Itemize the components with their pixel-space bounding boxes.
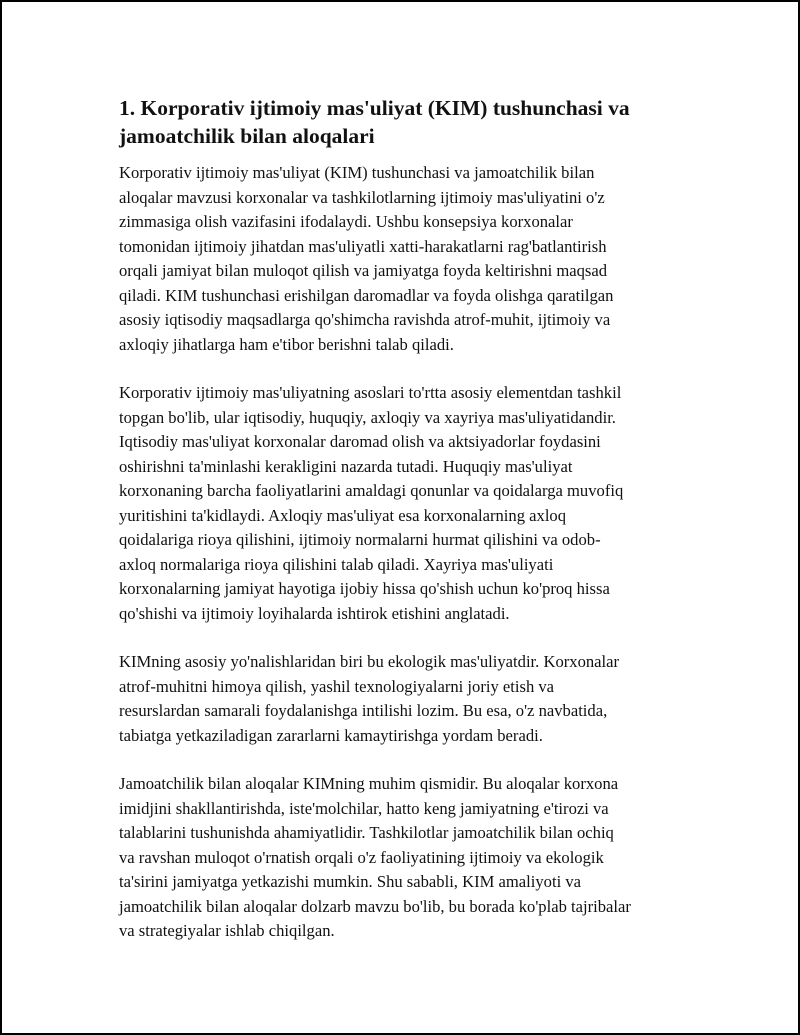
text-line: axloqiy jihatlarga ham e'tibor berishni talab qiladi. <box>119 334 454 354</box>
text-line: Jamoatchilik bilan aloqalar KIMning muhim qismidir. Bu aloqalar korxona <box>119 774 619 793</box>
paragraph-ecological-responsibility <box>119 650 694 748</box>
text-line: yuritishini ta'kidlaydi. Axloqiy mas'uliyat esa korxonalarning axloq <box>119 505 567 525</box>
text-line: Korporativ ijtimoiy mas'uliyat (KIM) tushunchasi va jamoatchilik bilan <box>119 163 595 182</box>
text-line: KIMning asosiy yo'nalishlaridan biri bu ekologik mas'uliyatdir. Korxonalar <box>119 652 620 671</box>
text-line: atrof-muhitni himoya qilish, yashil texnologiyalarni joriy etish va <box>119 676 555 696</box>
text-line: topgan bo'lib, ular iqtisodiy, huquqiy, axloqiy va xayriya mas'uliyatidandir. <box>119 407 616 427</box>
text-line: jamoatchilik bilan aloqalar dolzarb mavzu bo'lib, bu borada ko'plab tajribalar <box>119 896 631 916</box>
document-body <box>119 94 694 968</box>
paragraph-kim-definition <box>119 161 694 357</box>
text-line: va ravshan muloqot o'rnatish orqali o'z faoliyatining ijtimoiy va ekologik <box>119 847 604 867</box>
text-line: axloq normalariga rioya qilishini talab qiladi. Xayriya mas'uliyati <box>119 554 554 574</box>
text-line: aloqalar mavzusi korxonalar va tashkilotlarning ijtimoiy mas'uliyatini o'z <box>119 187 605 207</box>
text-line: talablarini tushunishda ahamiyatlidir. Tashkilotlar jamoatchilik bilan ochiq <box>119 823 614 842</box>
text-line: qo'shishi va ijtimoiy loyihalarda ishtirok etishini anglatadi. <box>119 603 510 623</box>
heading-line: 1. Korporativ ijtimoiy mas'uliyat (KIM) tushunchasi va <box>119 96 630 120</box>
text-line: korxonaning barcha faoliyatlarini amaldagi qonunlar va qoidalarga muvofiq <box>119 481 624 500</box>
text-line: tabiatga yetkaziladigan zararlarni kamaytirishga yordam beradi. <box>119 725 543 745</box>
text-line: resurslardan samarali foydalanishga intilishi lozim. Bu esa, o'z navbatida, <box>119 701 608 720</box>
text-line: oshirishni ta'minlashi kerakligini nazarda tutadi. Huquqiy mas'uliyat <box>119 456 573 476</box>
text-line: tomonidan ijtimoiy jihatdan mas'uliyatli xatti-harakatlarni rag'batlantirish <box>119 236 607 256</box>
text-line: Korporativ ijtimoiy mas'uliyatning asoslari to'rtta asosiy elementdan tashkil <box>119 383 622 402</box>
text-line: imidjini shakllantirishda, iste'molchilar, hatto keng jamiyatning e'tirozi va <box>119 798 609 818</box>
text-line: va strategiyalar ishlab chiqilgan. <box>119 921 335 940</box>
paragraph-four-elements <box>119 381 694 626</box>
text-line: zimmasiga olish vazifasini ifodalaydi. Ushbu konsepsiya korxonalar <box>119 212 573 231</box>
paragraph-public-relations <box>119 772 694 944</box>
text-line: ta'sirini jamiyatga yetkazishi mumkin. Shu sababli, KIM amaliyoti va <box>119 872 581 891</box>
heading-line: jamoatchilik bilan aloqalari <box>119 124 375 148</box>
text-line: qiladi. KIM tushunchasi erishilgan daromadlar va foyda olishga qaratilgan <box>119 285 614 305</box>
text-line: asosiy iqtisodiy maqsadlarga qo'shimcha ravishda atrof-muhit, ijtimoiy va <box>119 310 611 329</box>
text-line: qoidalariga rioya qilishini, ijtimoiy normalarni hurmat qilishini va odob- <box>119 530 601 549</box>
text-line: orqali jamiyat bilan muloqot qilish va jamiyatga foyda keltirishni maqsad <box>119 261 608 280</box>
text-line: Iqtisodiy mas'uliyat korxonalar daromad olish va aktsiyadorlar foydasini <box>119 432 601 451</box>
text-line: korxonalarning jamiyat hayotiga ijobiy hissa qo'shish uchun ko'proq hissa <box>119 579 610 598</box>
section-heading <box>119 94 694 150</box>
